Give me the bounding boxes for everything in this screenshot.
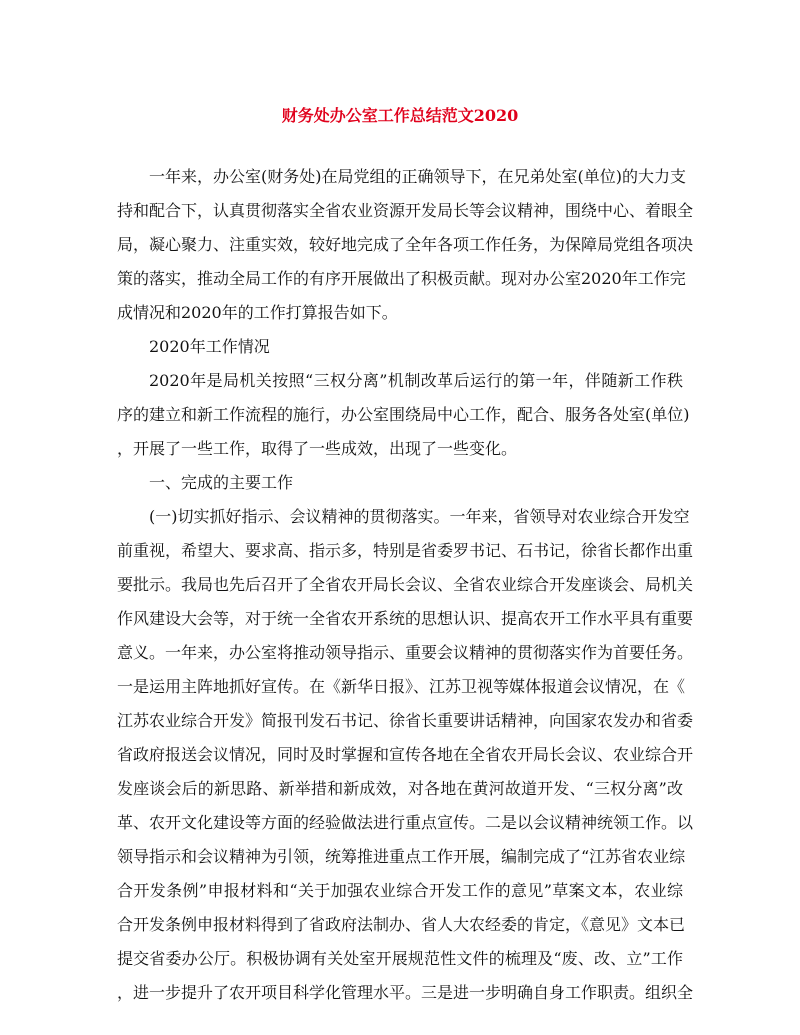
section-heading: 2020年工作情况	[149, 337, 270, 356]
paragraph-line: 前重视，希望大、要求高、指示多，特别是省委罗书记、石书记，徐省长都作出重	[117, 541, 694, 560]
paragraph-line: 持和配合下，认真贯彻落实全省农业资源开发局长等会议精神，围绕中心、着眼全	[117, 201, 694, 220]
paragraph-line: 合开发条例”申报材料和“关于加强农业综合开发工作的意见”草案文本，农业综	[117, 881, 683, 900]
paragraph-line: 作风建设大会等，对于统一全省农开系统的思想认识、提高农开工作水平具有重要	[117, 609, 694, 628]
paragraph-line: ，开展了一些工作，取得了一些成效，出现了一些变化。	[117, 439, 518, 458]
paragraph-line: 省政府报送会议情况，同时及时掌握和宣传各地在全省农开局长会议、农业综合开	[117, 745, 694, 764]
paragraph-line: 一年来，办公室(财务处)在局党组的正确领导下，在兄弟处室(单位)的大力支	[149, 167, 686, 186]
paragraph-line: 领导指示和会议精神为引领，统筹推进重点工作开展，编制完成了“江苏省农业综	[117, 847, 686, 866]
section-heading: 一、完成的主要工作	[149, 473, 294, 492]
paragraph-line: 发座谈会后的新思路、新举措和新成效，对各地在黄河故道开发、“三权分离”改	[117, 779, 683, 798]
paragraph-line: 革、农开文化建设等方面的经验做法进行重点宣传。二是以会议精神统领工作。以	[117, 813, 694, 832]
paragraph-line: 策的落实，推动全局工作的有序开展做出了积极贡献。现对办公室2020年工作完	[117, 269, 686, 288]
paragraph-line: 意义。一年来，办公室将推动领导指示、重要会议精神的贯彻落实作为首要任务。	[117, 643, 694, 662]
paragraph-line: 2020年是局机关按照“三权分离”机制改革后运行的第一年，伴随新工作秩	[149, 371, 683, 390]
paragraph-line: 局，凝心聚力、注重实效，较好地完成了全年各项工作任务，为保障局党组各项决	[117, 235, 694, 254]
paragraph-line: ，进一步提升了农开项目科学化管理水平。三是进一步明确自身工作职责。组织全	[117, 983, 694, 1002]
paragraph-line: 江苏农业综合开发》简报刊发石书记、徐省长重要讲话精神，向国家农发办和省委	[117, 711, 694, 730]
paragraph-line: (一)切实抓好指示、会议精神的贯彻落实。一年来，省领导对农业综合开发空	[149, 507, 690, 526]
paragraph-line: 提交省委办公厅。积极协调有关处室开展规范性文件的梳理及“废、改、立”工作	[117, 949, 683, 968]
document-title: 财务处办公室工作总结范文2020	[281, 106, 519, 125]
paragraph-line: 成情况和2020年的工作打算报告如下。	[117, 303, 398, 322]
paragraph-line: 要批示。我局也先后召开了全省农开局长会议、全省农业综合开发座谈会、局机关	[117, 575, 694, 594]
paragraph-line: 合开发条例申报材料得到了省政府法制办、省人大农经委的肯定，《意见》文本已	[117, 915, 686, 934]
paragraph-line: 一是运用主阵地抓好宣传。在《新华日报》、江苏卫视等媒体报道会议情况，在《	[117, 677, 686, 696]
paragraph-line: 序的建立和新工作流程的施行，办公室围绕局中心工作，配合、服务各处室(单位)	[117, 405, 690, 424]
